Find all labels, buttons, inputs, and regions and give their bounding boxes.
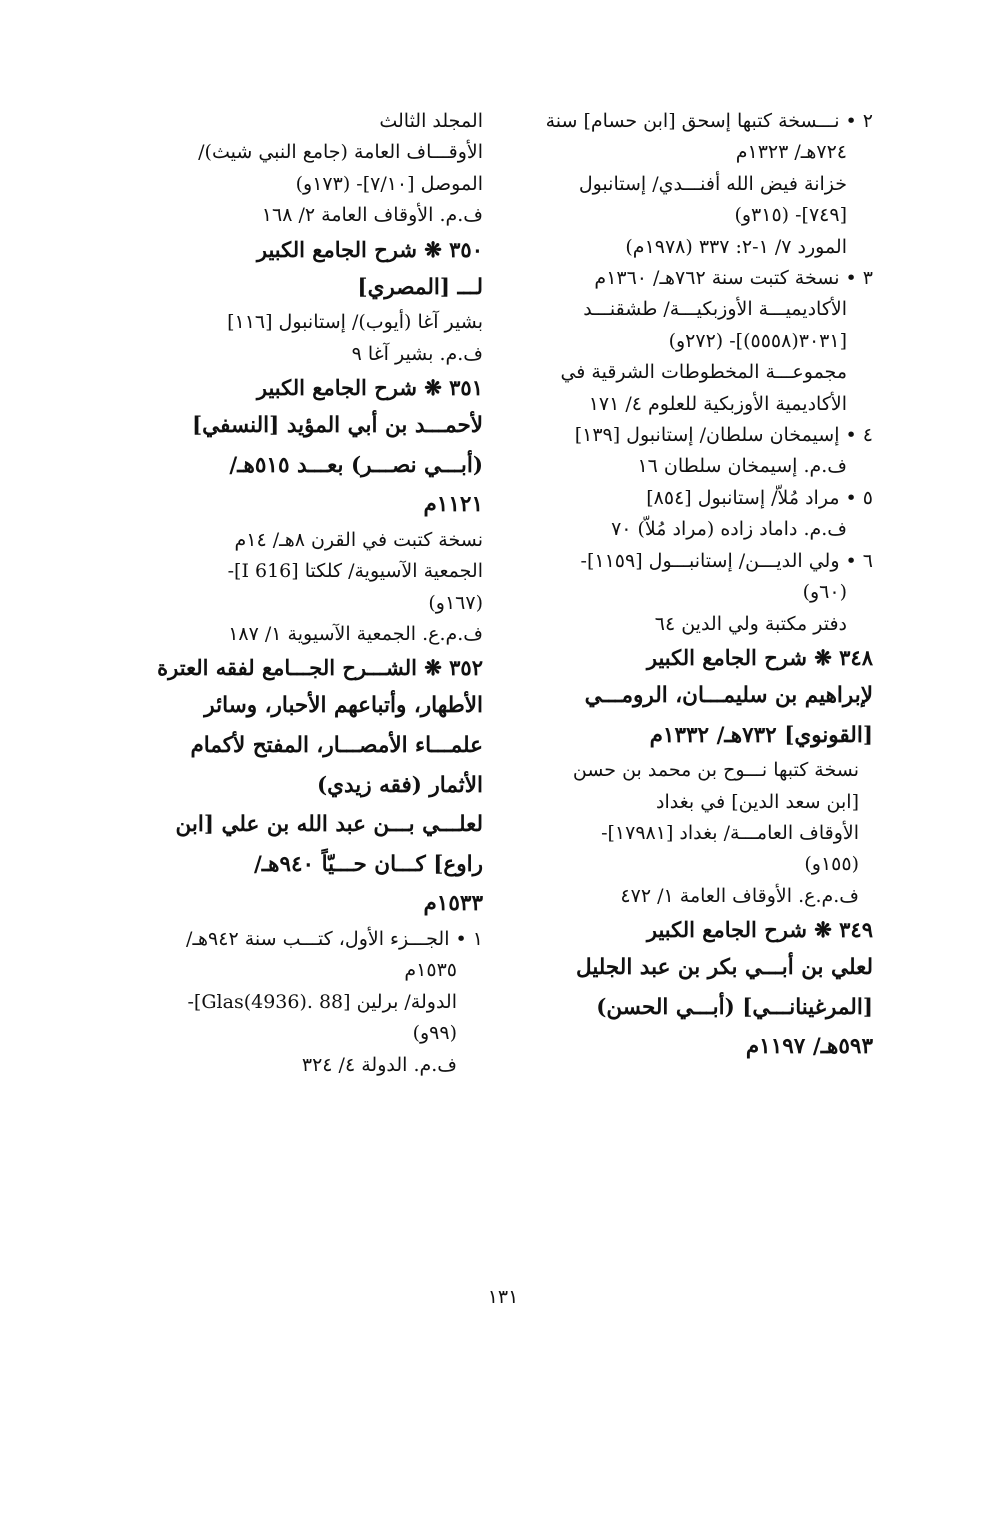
entry-author: ١١٢١م xyxy=(423,492,483,518)
entry-line: (١٥٥و) xyxy=(804,853,859,876)
entry-line: ٦ • ولي الديـــن/ إستانبـــول [١١٥٩]- xyxy=(580,549,873,572)
entry-line: ف.م. داماد زاده (مراد مُلاّ) ٧٠ xyxy=(611,518,847,541)
entry-line: المورد ٧/ ١-٢: ٣٣٧ (١٩٧٨م) xyxy=(625,235,847,258)
entry-line: (١٦٧و) xyxy=(428,591,483,614)
entry-heading: ٣٥١ ❋ شرح الجامع الكبير xyxy=(256,375,483,401)
entry-line: [٧٤٩]- (٣١٥و) xyxy=(734,204,847,227)
right-column xyxy=(528,106,873,1067)
left-column xyxy=(138,106,483,1081)
entry-line: ١ • الجـــزء الأول، كتـــب سنة ٩٤٢هـ/ xyxy=(186,928,483,950)
entry-heading: ٣٤٩ ❋ شرح الجامع الكبير xyxy=(646,917,873,943)
entry-line: نسخة كتبت في القرن ٨هـ/ ١٤م xyxy=(234,528,483,551)
entry-line: المجلد الثالث xyxy=(379,110,483,132)
entry-heading: ٣٥٢ ❋ الشـــرح الجـــامع لفقه العترة xyxy=(157,655,483,681)
entry-author: الأطهار، وأتباعهم الأحبار، وسائر xyxy=(204,693,483,719)
entry-line: دفتر مكتبة ولي الدين ٦٤ xyxy=(654,612,847,635)
entry-line: ف.م. بشير آغا ٩ xyxy=(351,342,483,365)
entry-line: (٦٠و) xyxy=(802,581,847,604)
entry-line: ٤ • إسيمخان سلطان/ إستانبول [١٣٩] xyxy=(574,424,873,447)
entry-line: ف.م.ع. الأوقاف العامة ١/ ٤٧٢ xyxy=(620,884,859,907)
entry-author: لـــ [المصري] xyxy=(357,274,483,300)
entry-line: خزانة فيض الله أفنـــدي/ إستانبول xyxy=(578,172,847,195)
entry-line: ١٥٣٥م xyxy=(404,959,457,982)
entry-line: ف.م. إسيمخان سلطان ١٦ xyxy=(637,455,847,478)
entry-author: لأحمـــد بن أبي المؤيد [النسفي] xyxy=(192,413,483,439)
entry-author: (أبـــي نصـــر) بعـــد ٥١٥هـ/ xyxy=(229,452,483,478)
entry-author: علمـــاء الأمصـــار، المفتح لأكمام xyxy=(190,733,483,759)
entry-line: نسخة كتبها نـــوح بن محمد بن حسن xyxy=(572,759,859,782)
entry-author: [القونوي] ٧٣٢هـ/ ١٣٣٢م xyxy=(649,722,873,748)
entry-line: ٥ • مراد مُلاّ/ إستانبول [٨٥٤] xyxy=(646,486,873,509)
entry-author: لعلـــي بـــن عبد الله بن علي [ابن xyxy=(175,812,483,838)
entry-author: راوع] كـــان حـــيّاً ٩٤٠هـ/ xyxy=(253,851,483,877)
entry-heading: ٣٤٨ ❋ شرح الجامع الكبير xyxy=(646,644,873,670)
entry-line: ف.م.ع. الجمعية الآسيوية ١/ ١٨٧ xyxy=(228,623,483,646)
entry-line: [ابن سعد الدين] في بغداد xyxy=(656,790,859,813)
entry-author: ١٥٣٣م xyxy=(423,891,483,917)
entry-line: مجموعـــة المخطوطات الشرقية في xyxy=(560,361,847,384)
entry-line: [٣٠٣١(٥٥٥٨)]- (٢٧٢و) xyxy=(668,329,847,352)
entry-line: الأوقـــاف العامة (جامع النبي شيث)/ xyxy=(198,141,483,164)
entry-heading: ٣٥٠ ❋ شرح الجامع الكبير xyxy=(256,236,483,262)
entry-line: ٢ • نـــسخة كتبها إسحق [ابن حسام] سنة xyxy=(545,110,873,132)
entry-author: لعلي بن أبـــي بكر بن عبد الجليل xyxy=(576,955,873,981)
entry-line: الأكاديميـــة الأوزبكيـــة/ طشقنـــد xyxy=(583,298,847,321)
entry-author: الأثمار (فقه زيدي) xyxy=(316,772,483,798)
entry-line: الأكاديمية الأوزبكية للعلوم ٤/ ١٧١ xyxy=(588,392,847,415)
entry-author: [المرغينانـــي] (أبـــي الحسن) xyxy=(596,994,873,1020)
entry-line: بشير آغا (أيوب)/ إستانبول [١١٦] xyxy=(227,311,483,334)
entry-author: لإبراهيم بن سليمـــان، الرومـــي xyxy=(584,682,873,708)
entry-line: ٣ • نسخة كتبت سنة ٧٦٢هـ/ ١٣٦٠م xyxy=(594,267,873,290)
entry-line: الدولة/ برلين [88 .Glas(4936)]- xyxy=(187,990,457,1013)
entry-author: ٥٩٣هـ/ ١١٩٧م xyxy=(745,1034,873,1060)
entry-line: الموصل [٧/١٠]- (١٧٣و) xyxy=(295,172,483,195)
entry-line: ف.م. الأوقاف العامة ٢/ ١٦٨ xyxy=(261,204,483,227)
entry-line: الأوقاف العامـــة/ بغداد [١٧٩٨١]- xyxy=(601,821,859,844)
page-number: ١٣١ xyxy=(487,1286,519,1308)
entry-line: (٩٩و) xyxy=(412,1022,457,1045)
entry-line: ف.م. الدولة ٤/ ٣٢٤ xyxy=(301,1053,457,1076)
entry-line: الجمعية الآسيوية/ كلكتا [I 616]- xyxy=(227,560,483,583)
entry-line: ٧٢٤هـ/ ١٣٢٣م xyxy=(735,141,847,164)
